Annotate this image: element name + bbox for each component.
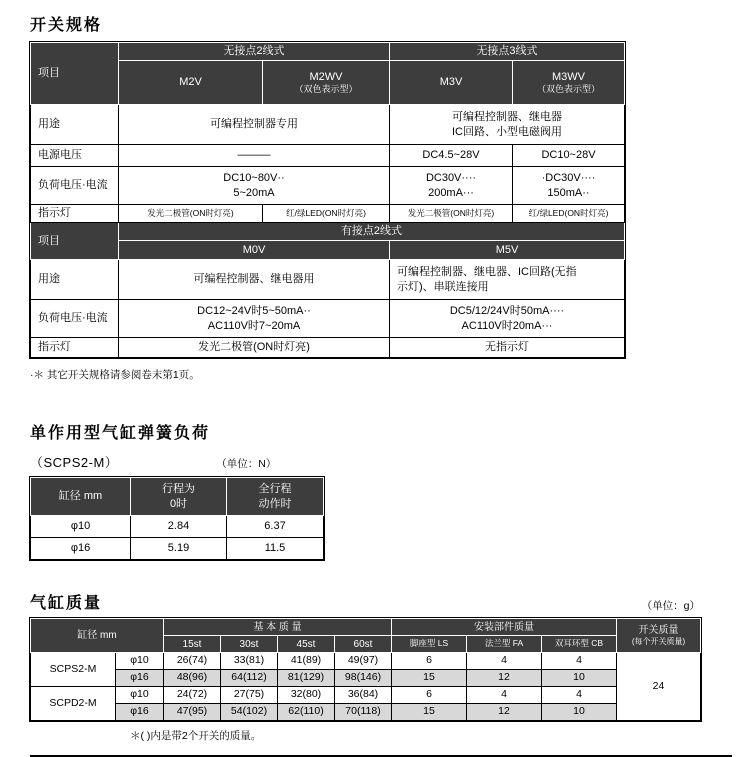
weight-title: 气缸质量 — [30, 595, 103, 612]
table-row — [31, 61, 625, 105]
weight-table — [30, 618, 701, 721]
col-header-stroke-zero — [131, 478, 227, 516]
table-row — [31, 704, 701, 721]
switch-weight-cell: 24 — [617, 653, 701, 721]
table-row — [31, 105, 625, 145]
value-cell: DC10~28V — [513, 145, 625, 167]
row-label-load: 负荷电压·电流 — [31, 167, 119, 205]
value-cell: 62(110) — [278, 704, 335, 721]
table-row — [31, 300, 625, 338]
bore-cell: φ10 — [116, 687, 164, 704]
col-header-foot-mount: 脚座型 LS — [392, 636, 467, 653]
value-line: DC5/12/24V时50mA···· — [449, 305, 565, 318]
col-header-30st: 30st — [221, 636, 278, 653]
model-name: M3WV — [552, 70, 585, 83]
bore-cell: φ16 — [31, 538, 131, 560]
value-cell: 6 — [392, 653, 467, 670]
value-line: IC回路、小型电磁阀用 — [452, 125, 562, 138]
value-cell: 48(96) — [164, 670, 221, 687]
col-header-15st: 15st — [164, 636, 221, 653]
value-cell: 70(118) — [335, 704, 392, 721]
col-header-clevis-mount: 双耳环型 CB — [542, 636, 617, 653]
value-cell: 12 — [467, 704, 542, 721]
value-cell: 无指示灯 — [390, 338, 625, 358]
table-row — [31, 241, 625, 260]
table-row — [31, 653, 701, 670]
value-line: DC10~80V·· — [223, 172, 285, 185]
value-cell: 发光二极管(ON时灯亮) — [119, 205, 263, 223]
header-line: 0时 — [169, 497, 188, 510]
table-row — [31, 205, 625, 223]
weight-note: ＊( )内是带2个开关的质量。 — [130, 730, 262, 742]
spring-load-subtitle: （SCPS2-M） — [30, 455, 119, 470]
col-header-contact-2wire: 有接点2线式 — [119, 223, 625, 241]
value-cell: 10 — [542, 670, 617, 687]
col-header-60st: 60st — [335, 636, 392, 653]
value-cell: 41(89) — [278, 653, 335, 670]
value-cell: 27(75) — [221, 687, 278, 704]
table-row — [31, 619, 701, 636]
table-row — [31, 538, 324, 560]
value-line: DC30V···· — [425, 172, 477, 185]
value-cell: DC4.5~28V — [390, 145, 513, 167]
header-line: 动作时 — [258, 497, 292, 510]
value-cell — [513, 167, 625, 205]
value-cell — [390, 300, 625, 338]
value-cell: 81(129) — [278, 670, 335, 687]
value-cell: 24(72) — [164, 687, 221, 704]
model-cell: SCPS2-M — [31, 653, 116, 687]
value-cell: ——— — [119, 145, 390, 167]
header-line: 行程为 — [162, 483, 195, 496]
value-line: 可编程控制器、继电器、IC回路(无指 — [397, 266, 577, 279]
switch-spec-note: ·＊ 其它开关规格请参阅卷末第1页。 — [30, 369, 200, 381]
value-cell — [119, 167, 390, 205]
header-line: (每个开关质量) — [631, 636, 686, 646]
value-cell: 12 — [467, 670, 542, 687]
col-header-m0v: M0V — [119, 241, 390, 260]
col-header-m2v: M2V — [119, 61, 263, 105]
value-line: 可编程控制器、继电器 — [452, 111, 562, 124]
col-header-3wire: 无接点3线式 — [390, 43, 625, 61]
header-line: 开关质量 — [638, 624, 679, 636]
table-row — [31, 43, 625, 61]
row-label-usage: 用途 — [31, 105, 119, 145]
switch-spec-title: 开关规格 — [30, 17, 103, 34]
bore-cell: φ10 — [116, 653, 164, 670]
col-header-full-stroke — [227, 478, 324, 516]
value-cell: 红/绿LED(ON时灯亮) — [263, 205, 390, 223]
value-cell: 32(80) — [278, 687, 335, 704]
value-cell: 4 — [542, 653, 617, 670]
model-subtitle: （双色表示型） — [536, 83, 600, 94]
value-cell: 可编程控制器专用 — [119, 105, 390, 145]
col-header-bore: 缸径 mm — [31, 619, 164, 653]
table-row — [31, 516, 324, 538]
value-cell: 49(97) — [335, 653, 392, 670]
col-header-item: 项目 — [31, 43, 119, 105]
value-cell: 5.19 — [131, 538, 227, 560]
value-line: AC110V时20mA··· — [461, 319, 553, 332]
row-label-power: 电源电压 — [31, 145, 119, 167]
value-cell: 4 — [542, 687, 617, 704]
value-cell — [390, 167, 513, 205]
spring-load-title: 单作用型气缸弹簧负荷 — [30, 425, 211, 442]
weight-unit: （单位：g） — [641, 600, 700, 612]
value-cell: 可编程控制器、继电器用 — [119, 260, 390, 300]
value-line: AC110V时7~20mA — [207, 319, 301, 332]
col-header-m3wv — [513, 61, 625, 105]
value-cell: 4 — [467, 653, 542, 670]
value-line: ·DC30V···· — [541, 172, 596, 185]
value-line: DC12~24V时5~50mA·· — [197, 305, 311, 318]
col-header-45st: 45st — [278, 636, 335, 653]
value-cell: 发光二极管(ON时灯亮) — [119, 338, 390, 358]
col-header-bore: 缸径 mm — [31, 478, 131, 516]
model-cell: SCPD2-M — [31, 687, 116, 721]
col-header-m3v: M3V — [390, 61, 513, 105]
row-label-led: 指示灯 — [31, 205, 119, 223]
value-cell: 36(84) — [335, 687, 392, 704]
spring-load-unit: （单位：N） — [216, 458, 277, 470]
value-line: 示灯)、串联连接用 — [397, 280, 489, 293]
header-line: 全行程 — [258, 483, 292, 496]
col-header-flange-mount: 法兰型 FA — [467, 636, 542, 653]
value-cell: 98(146) — [335, 670, 392, 687]
table-row — [31, 478, 324, 516]
spring-load-table — [30, 477, 324, 560]
col-header-basic-weight: 基 本 质 量 — [164, 619, 392, 636]
value-cell: 47(95) — [164, 704, 221, 721]
col-header-m2wv — [263, 61, 390, 105]
col-header-m5v: M5V — [390, 241, 625, 260]
bore-cell: φ16 — [116, 704, 164, 721]
col-header-2wire: 无接点2线式 — [119, 43, 390, 61]
value-cell: 26(74) — [164, 653, 221, 670]
col-header-switch-weight — [617, 619, 701, 653]
table-row — [31, 687, 701, 704]
value-cell: 15 — [392, 670, 467, 687]
table-row — [31, 670, 701, 687]
value-cell — [390, 260, 625, 300]
bore-cell: φ10 — [31, 516, 131, 538]
value-cell: 6.37 — [227, 516, 324, 538]
table-row — [31, 260, 625, 300]
value-cell: 15 — [392, 704, 467, 721]
value-line: 150mA·· — [547, 186, 590, 199]
value-line: 5~20mA — [233, 186, 275, 199]
col-header-mount-weight: 安装部件质量 — [392, 619, 617, 636]
model-name: M2WV — [309, 70, 343, 83]
value-cell: 54(102) — [221, 704, 278, 721]
value-cell: 4 — [467, 687, 542, 704]
value-cell: 33(81) — [221, 653, 278, 670]
value-cell: 10 — [542, 704, 617, 721]
value-cell: 64(112) — [221, 670, 278, 687]
value-line: 200mA··· — [428, 186, 474, 199]
row-label-usage2: 用途 — [31, 260, 119, 300]
row-label-load2: 负荷电压·电流 — [31, 300, 119, 338]
row-label-led2: 指示灯 — [31, 338, 119, 358]
table-row — [31, 167, 625, 205]
value-cell — [119, 300, 390, 338]
value-cell: 11.5 — [227, 538, 324, 560]
model-subtitle: （双色表示型） — [294, 83, 358, 94]
bore-cell: φ16 — [116, 670, 164, 687]
value-cell: 2.84 — [131, 516, 227, 538]
table-row — [31, 145, 625, 167]
value-cell — [390, 105, 625, 145]
table-row — [31, 223, 625, 241]
value-cell: 发光二极管(ON时灯亮) — [390, 205, 513, 223]
col-header-item2: 项目 — [31, 223, 119, 260]
switch-spec-table — [30, 42, 625, 358]
value-cell: 6 — [392, 687, 467, 704]
table-row — [31, 338, 625, 358]
value-cell: 红/绿LED(ON时灯亮) — [513, 205, 625, 223]
